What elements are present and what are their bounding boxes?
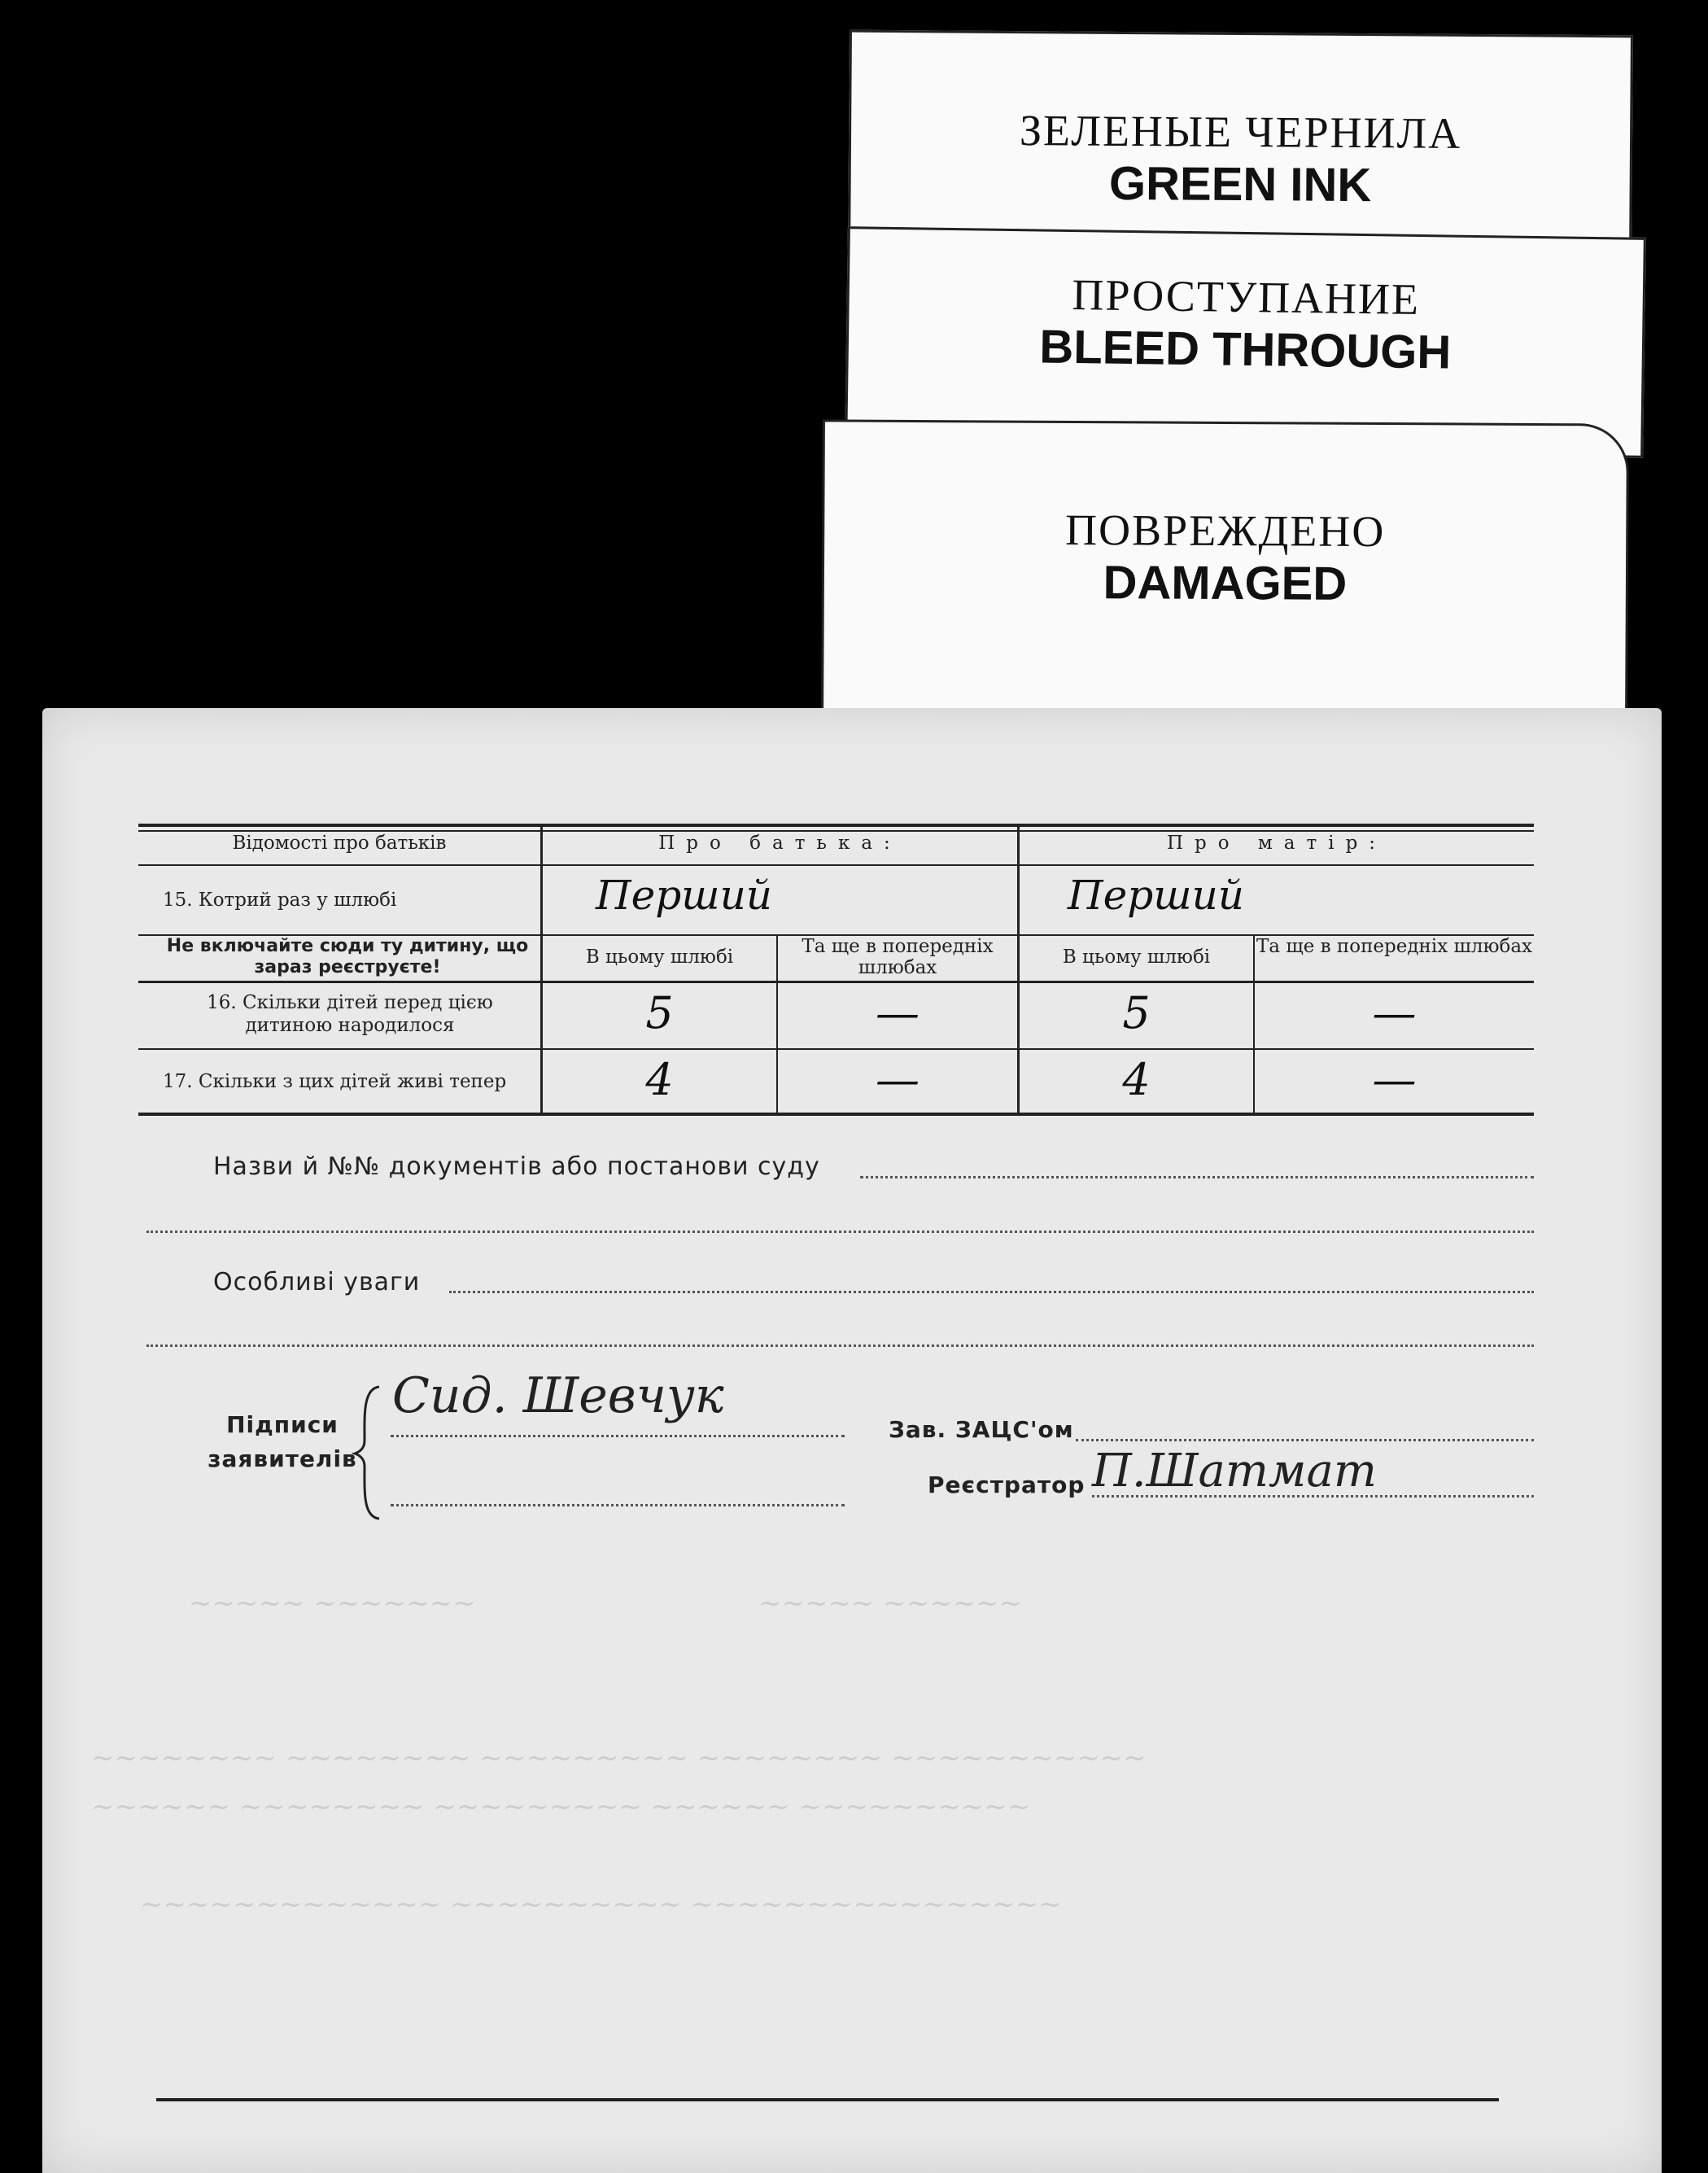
page-bottom-rule <box>156 2098 1499 2101</box>
green-ink-label <box>848 30 1633 260</box>
documents-line <box>860 1176 1534 1178</box>
registrar-signature: П.Шатмат <box>1092 1445 1377 1497</box>
bleed-through-trace: ~~~~~ ~~~~~~~ <box>189 1587 476 1620</box>
row15-label: 15. Котрий раз у шлюбі <box>163 890 397 911</box>
table-bottom-border <box>138 1113 1534 1116</box>
subheader-father-this-marriage: В цьому шлюбі <box>585 947 734 968</box>
notes-line <box>146 1344 1534 1347</box>
row16-father-prev: — <box>876 987 920 1038</box>
zags-head-label: Зав. ЗАЦС'ом <box>889 1416 1074 1443</box>
row16-father-this: 5 <box>645 987 674 1038</box>
header-father: Про батька: <box>658 833 902 854</box>
bleed-through-trace: ~~~~~~~~~~~~~ ~~~~~~~~~~ ~~~~~~~~~~~~~~~~ <box>140 1888 1062 1921</box>
row16-mother-this: 5 <box>1122 987 1151 1038</box>
applicant-signature: Сид. Шевчук <box>392 1367 724 1424</box>
subheader-mother-prev-marriages: Та ще в попередніх шлюбах <box>1256 936 1533 957</box>
row15-mother-value: Перший <box>1068 872 1244 919</box>
green-ink-label-en: GREEN INK <box>1108 156 1372 212</box>
damaged-label-en: DAMAGED <box>1103 556 1348 610</box>
row16-mother-prev: — <box>1372 987 1417 1038</box>
subheader-note: Не включайте сюди ту дитину, що зараз реєструєте! <box>166 936 529 977</box>
green-ink-label-ru: ЗЕЛЕНЫЕ ЧЕРНИЛА <box>1019 106 1462 158</box>
row15-father-value: Перший <box>596 872 772 919</box>
row17-label: 17. Скільки з цих дітей живі тепер <box>163 1071 507 1092</box>
table-rule <box>138 864 1534 866</box>
row16-label: 16. Скільки дітей перед цією дитиною народилося <box>207 992 493 1036</box>
bleed-through-trace: ~~~~~ ~~~~~~ <box>758 1587 1023 1620</box>
row17-mother-this: 4 <box>1122 1054 1151 1105</box>
zags-head-line <box>1076 1439 1534 1441</box>
row17-father-this: 4 <box>645 1054 674 1105</box>
table-top-border <box>138 824 1534 827</box>
notes-line <box>449 1291 1534 1293</box>
signature-brace <box>352 1384 384 1522</box>
documents-line <box>146 1231 1534 1233</box>
notes-label: Особливі уваги <box>213 1268 421 1296</box>
subheader-mother-this-marriage: В цьому шлюбі <box>1062 947 1211 968</box>
subheader-father-prev-marriages: Та ще в попередніх шлюбах <box>802 936 994 978</box>
bleed-through-trace: ~~~~~~ ~~~~~~~~ ~~~~~~~~~ ~~~~~~ ~~~~~~~~~~ <box>91 1790 1031 1823</box>
registrar-line <box>1092 1495 1534 1497</box>
documents-label: Назви й №№ документів або постанови суду <box>213 1152 820 1181</box>
bleed-through-label-en: BLEED THROUGH <box>1038 320 1452 379</box>
signature-line <box>391 1435 845 1437</box>
header-mother: Про матір: <box>1166 833 1387 854</box>
bleed-through-label-ru: ПРОСТУПАНИЕ <box>1072 270 1421 324</box>
row17-mother-prev: — <box>1372 1054 1417 1105</box>
signature-line <box>391 1504 845 1506</box>
row17-father-prev: — <box>876 1054 920 1105</box>
header-parents-info: Відомості про батьків <box>232 833 447 854</box>
document-page <box>42 708 1662 2173</box>
signatures-label: Підписи заявителів <box>207 1411 357 1472</box>
table-rule <box>138 981 1534 983</box>
bleed-through-trace: ~~~~~~~~ ~~~~~~~~ ~~~~~~~~~ ~~~~~~~~ ~~~~~~~~~~~ <box>91 1742 1147 1774</box>
damaged-label-ru: ПОВРЕЖДЕНО <box>1064 505 1386 557</box>
damaged-label <box>821 419 1629 721</box>
registrar-label: Реєстратор <box>928 1471 1086 1498</box>
